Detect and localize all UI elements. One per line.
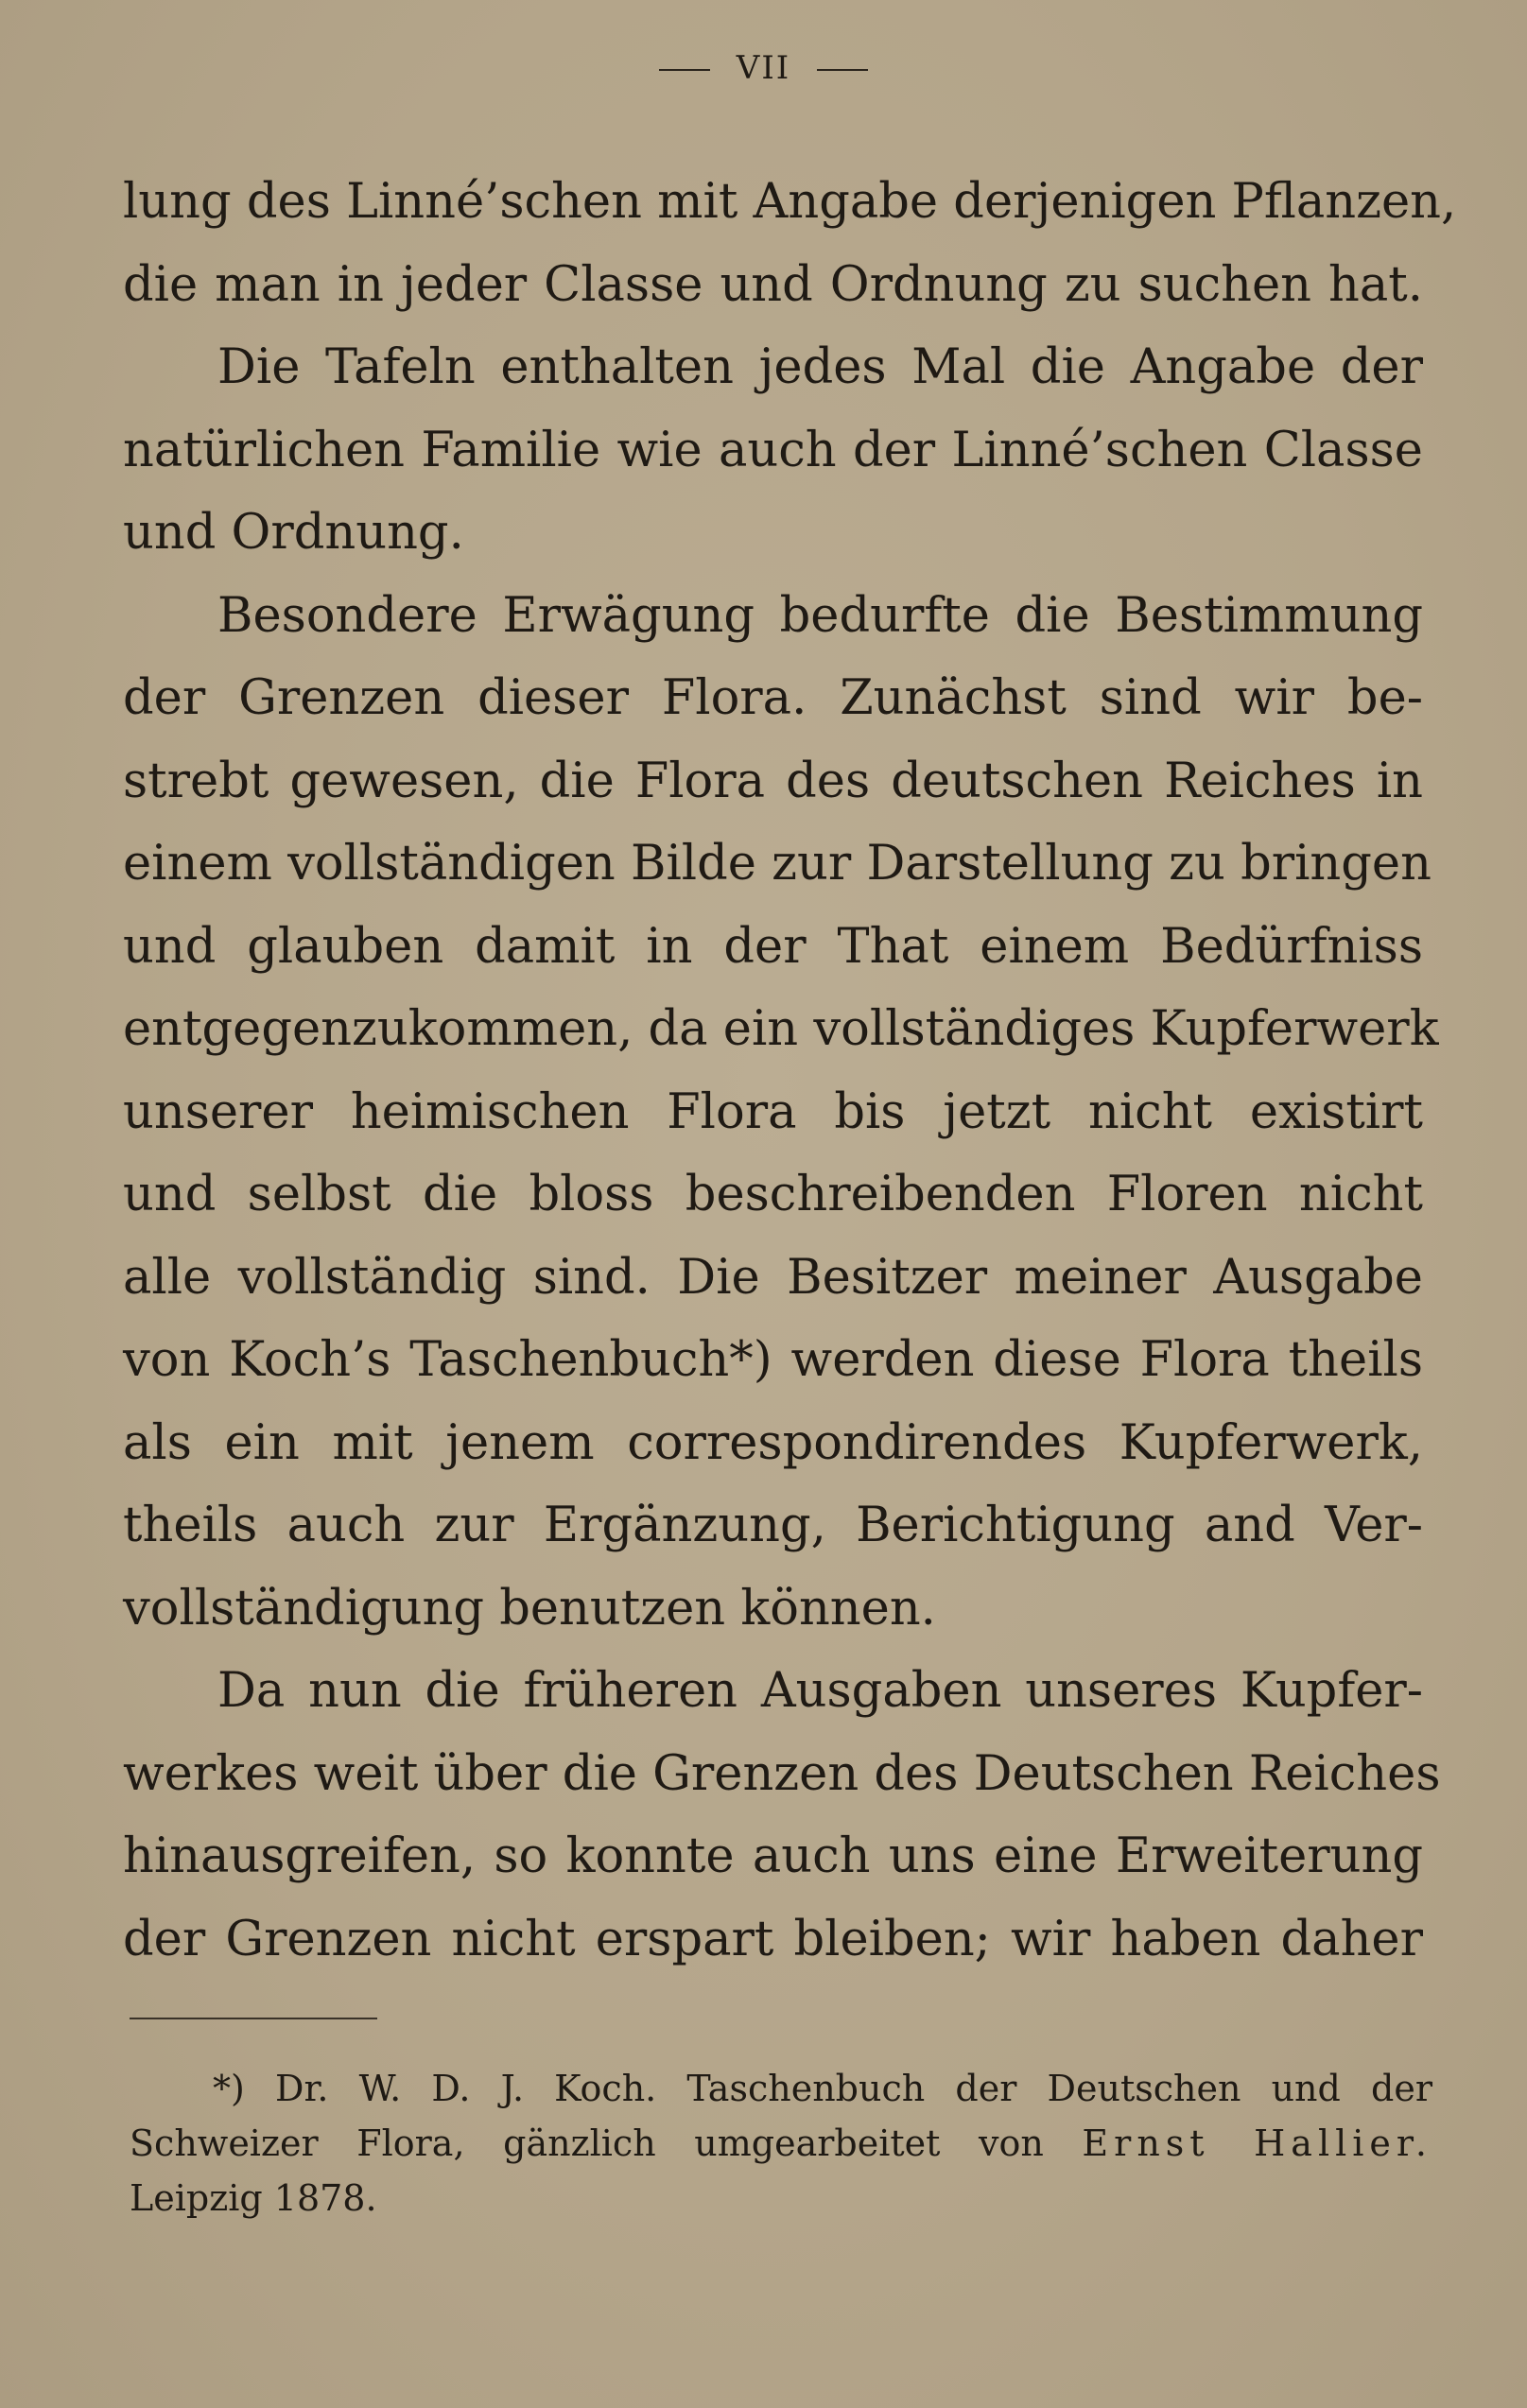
- footnote: [130, 2061, 1432, 2226]
- body-text: [123, 161, 1457, 1981]
- text-line: alle vollständig sind. Die Besitzer meiner Ausgabe: [123, 1249, 1423, 1306]
- text-line: und glauben damit in der That einem Bedürfniss: [123, 918, 1423, 975]
- text-line: die man in jeder Classe und Ordnung zu suchen hat.: [123, 256, 1423, 313]
- text-line: der Grenzen nicht erspart bleiben; wir haben daher: [123, 1911, 1423, 1967]
- text-line: natürlichen Familie wie auch der Linné’schen Classe: [123, 422, 1423, 478]
- text-line: lung des Linné’schen mit Angabe derjenigen Pflanzen,: [123, 174, 1457, 230]
- text-line: Besondere Erwägung bedurfte die Bestimmung: [217, 587, 1423, 644]
- text-line: entgegenzukommen, da ein vollständiges Kupferwerk: [123, 1001, 1439, 1057]
- text-line: hinausgreifen, so konnte auch uns eine Erweiterung: [123, 1828, 1423, 1884]
- text-line: einem vollständigen Bilde zur Darstellung zu bringen: [123, 836, 1432, 892]
- text-line: strebt gewesen, die Flora des deutschen Reiches in: [123, 753, 1423, 809]
- text-line: und selbst die bloss beschreibenden Floren nicht: [123, 1167, 1423, 1222]
- page-header: [0, 49, 1527, 87]
- text-line: Die Tafeln enthalten jedes Mal die Angabe der: [217, 339, 1423, 395]
- header-dash-right: [817, 69, 868, 71]
- page-number: VII: [736, 49, 791, 87]
- text-line: theils auch zur Ergänzung, Berichtigung and Ver-: [123, 1498, 1423, 1553]
- text-line: von Koch’s Taschenbuch*) werden diese Flora theils: [123, 1332, 1423, 1388]
- footnote-line: *) Dr. W. D. J. Koch. Taschenbuch der Deutschen und der: [213, 2068, 1432, 2109]
- footnote-text: Schweizer Flora, gänzlich umgearbeitet von: [130, 2122, 1083, 2164]
- text-line: werkes weit über die Grenzen des Deutschen Reiches: [123, 1745, 1441, 1802]
- text-line: Da nun die früheren Ausgaben unseres Kupfer-: [217, 1663, 1423, 1719]
- text-line: der Grenzen dieser Flora. Zunächst sind wir be-: [123, 670, 1423, 726]
- text-line: als ein mit jenem correspondirendes Kupferwerk,: [123, 1414, 1423, 1471]
- footnote-line: [130, 2116, 1432, 2171]
- text-line: vollständigung benutzen können.: [123, 1580, 936, 1637]
- footnote-line: Leipzig 1878.: [130, 2177, 377, 2219]
- text-line: und Ordnung.: [123, 505, 464, 561]
- text-line: unserer heimischen Flora bis jetzt nicht existirt: [123, 1083, 1423, 1140]
- footnote-separator: [130, 2018, 377, 2019]
- header-dash-left: [659, 69, 710, 71]
- footnote-author: Ernst Hallier.: [1082, 2122, 1432, 2164]
